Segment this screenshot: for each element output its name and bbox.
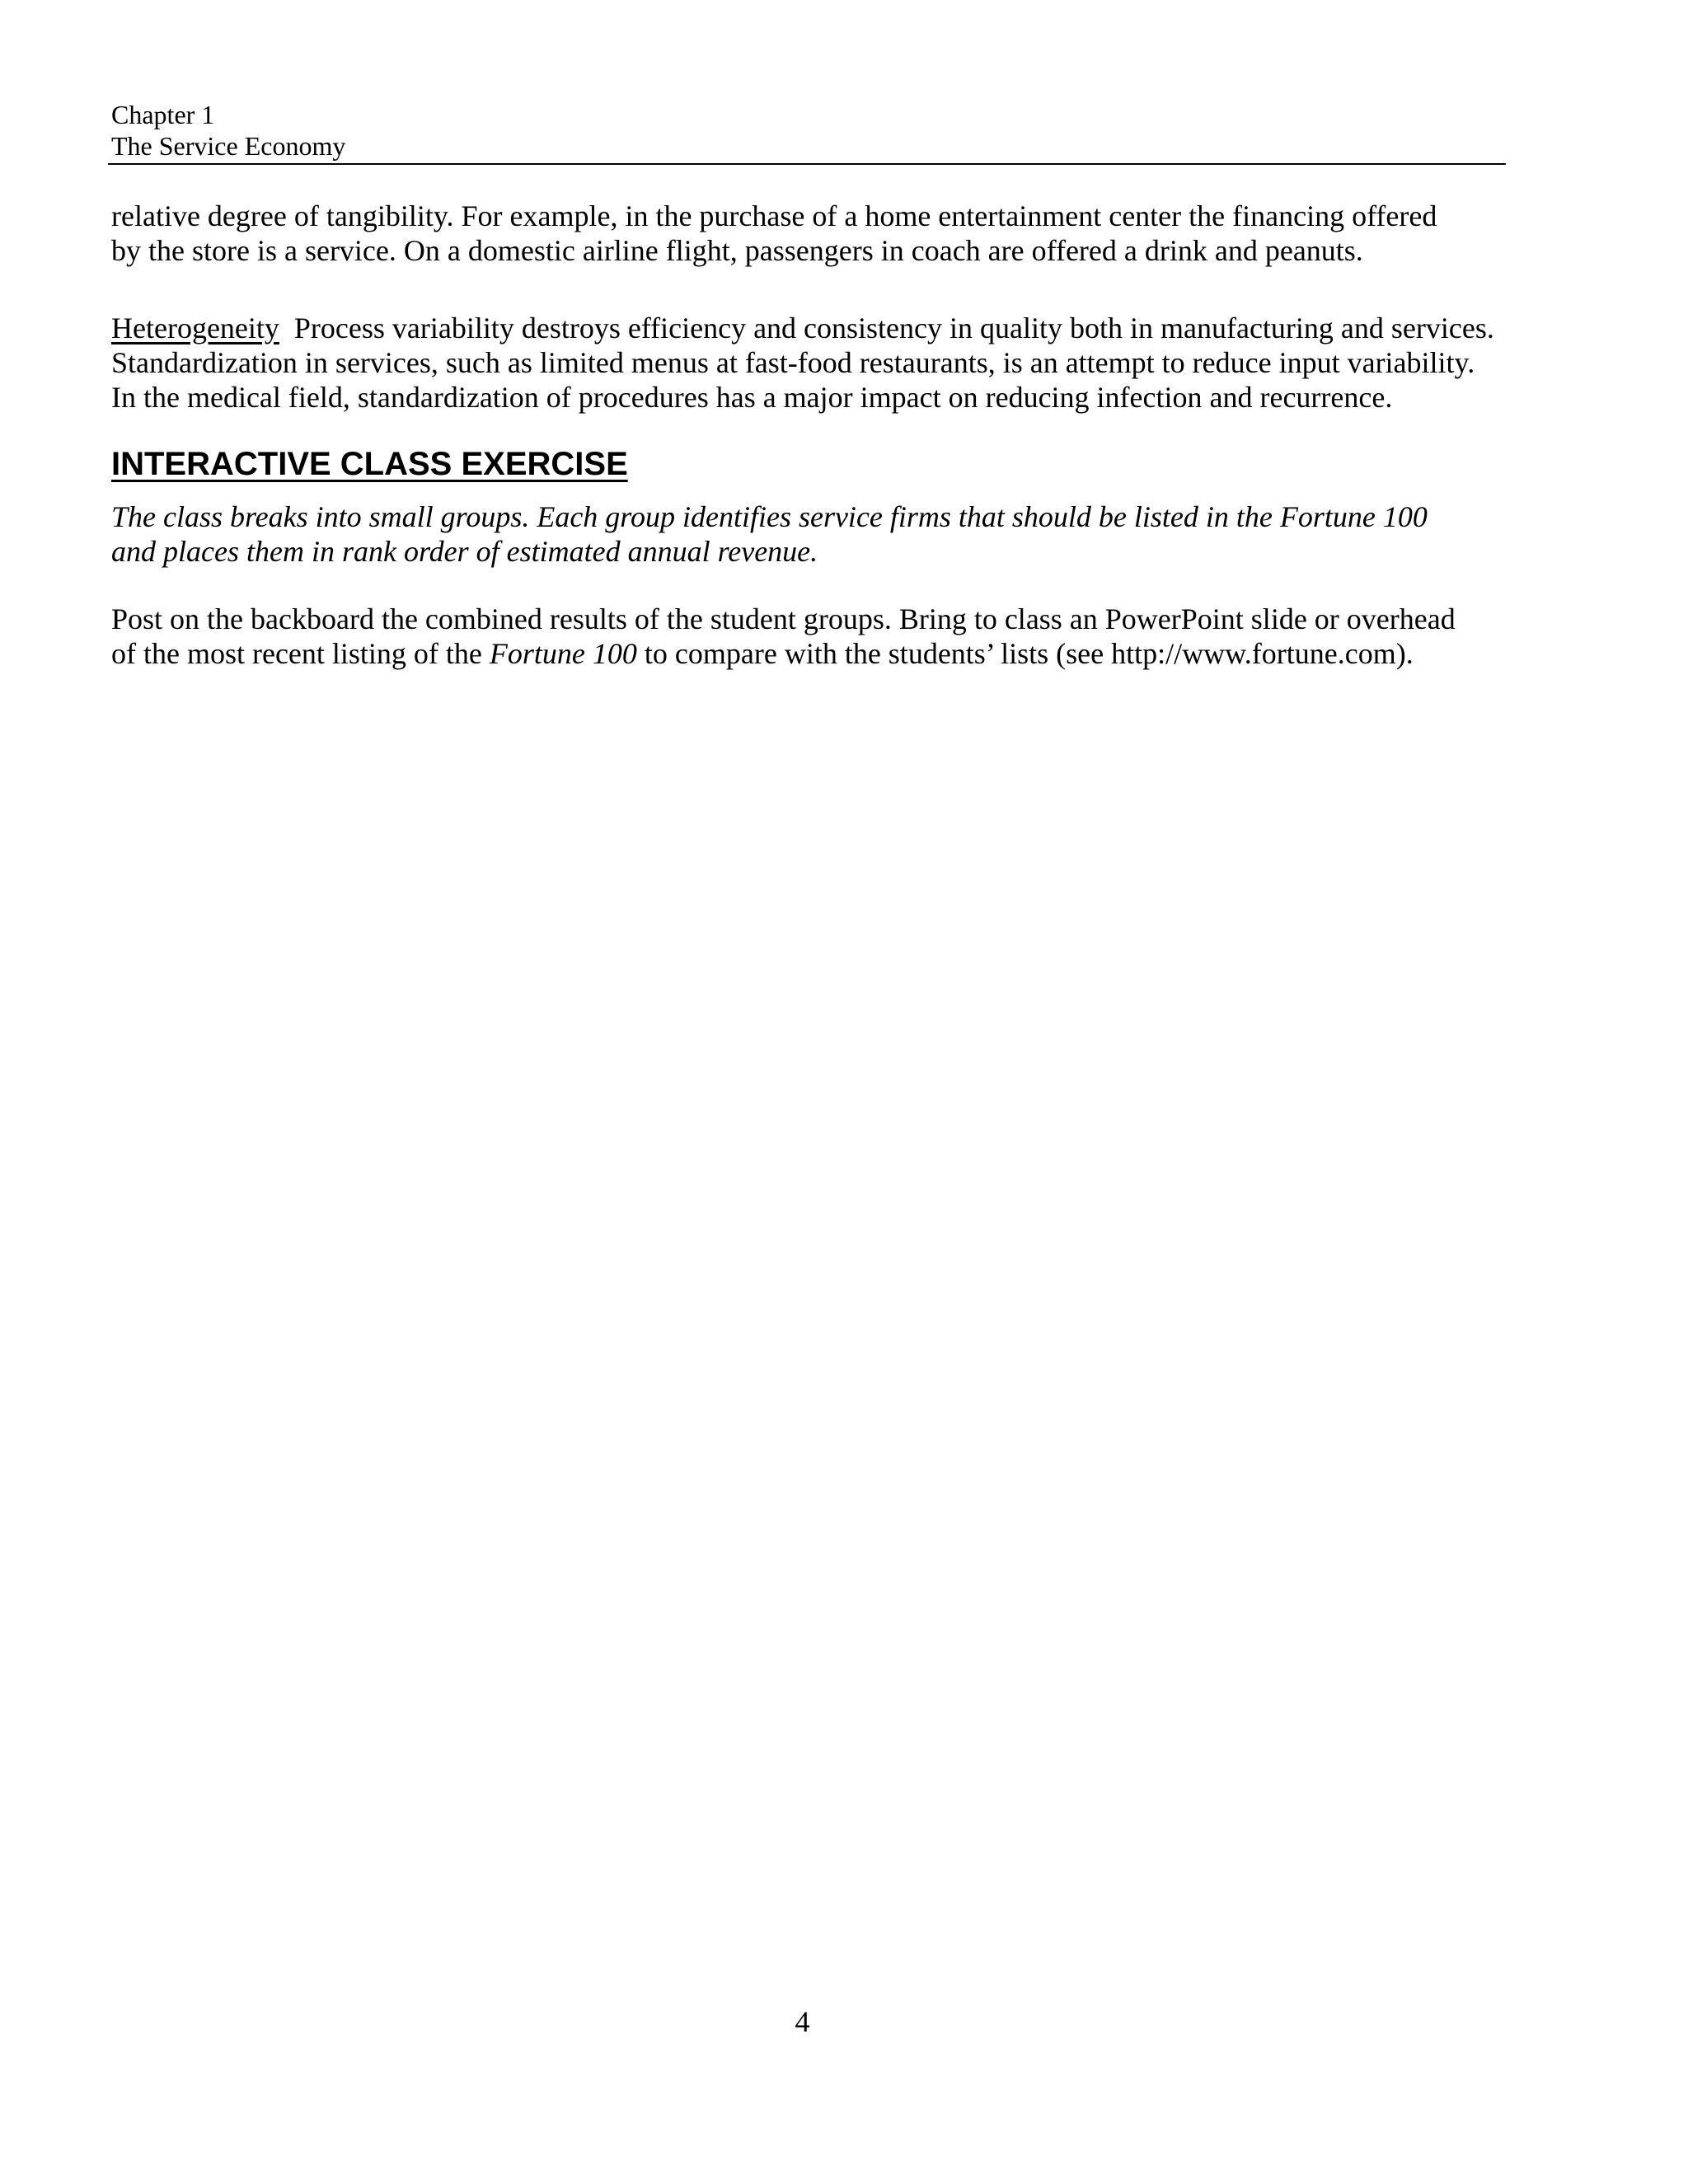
exercise-follow-up xyxy=(111,602,1504,671)
page-number: 4 xyxy=(795,2005,810,2038)
paragraph-line xyxy=(111,311,1504,345)
paragraph-heterogeneity xyxy=(111,311,1504,415)
paragraph-text: Process variability destroys efficiency and consistency in quality both in manufacturing and services. xyxy=(279,312,1494,344)
paragraph-line: by the store is a service. On a domestic airline flight, passengers in coach are offered a drink and peanuts. xyxy=(111,234,1363,267)
header-divider xyxy=(108,163,1506,165)
paragraph-line xyxy=(111,636,1504,671)
paragraph-line: The class breaks into small groups. Each group identifies service firms that should be listed in the Fortune 100 xyxy=(111,500,1428,533)
publication-title: Fortune 100 xyxy=(489,637,637,670)
running-header xyxy=(111,99,1504,162)
exercise-instructions xyxy=(111,499,1504,569)
paragraph-line: relative degree of tangibility. For example, in the purchase of a home entertainment center the financing offered xyxy=(111,199,1437,232)
paragraph-line: In the medical field, standardization of procedures has a major impact on reducing infection and recurrence. xyxy=(111,381,1393,414)
paragraph-text: of the most recent listing of the xyxy=(111,637,490,670)
paragraph-line: Post on the backboard the combined results of the student groups. Bring to class an PowerPoint slide or overhead xyxy=(111,602,1456,635)
paragraph-line: Standardization in services, such as limited menus at fast-food restaurants, is an attempt to reduce input variability. xyxy=(111,346,1475,379)
term-heterogeneity: Heterogeneity xyxy=(111,312,279,344)
section-heading: INTERACTIVE CLASS EXERCISE xyxy=(111,446,628,482)
paragraph-line: and places them in rank order of estimated annual revenue. xyxy=(111,535,818,568)
paragraph-tangibility xyxy=(111,199,1504,268)
chapter-title: The Service Economy xyxy=(111,131,346,161)
paragraph-text: to compare with the students’ lists (see http://www.fortune.com). xyxy=(636,637,1414,670)
chapter-label: Chapter 1 xyxy=(111,100,215,129)
